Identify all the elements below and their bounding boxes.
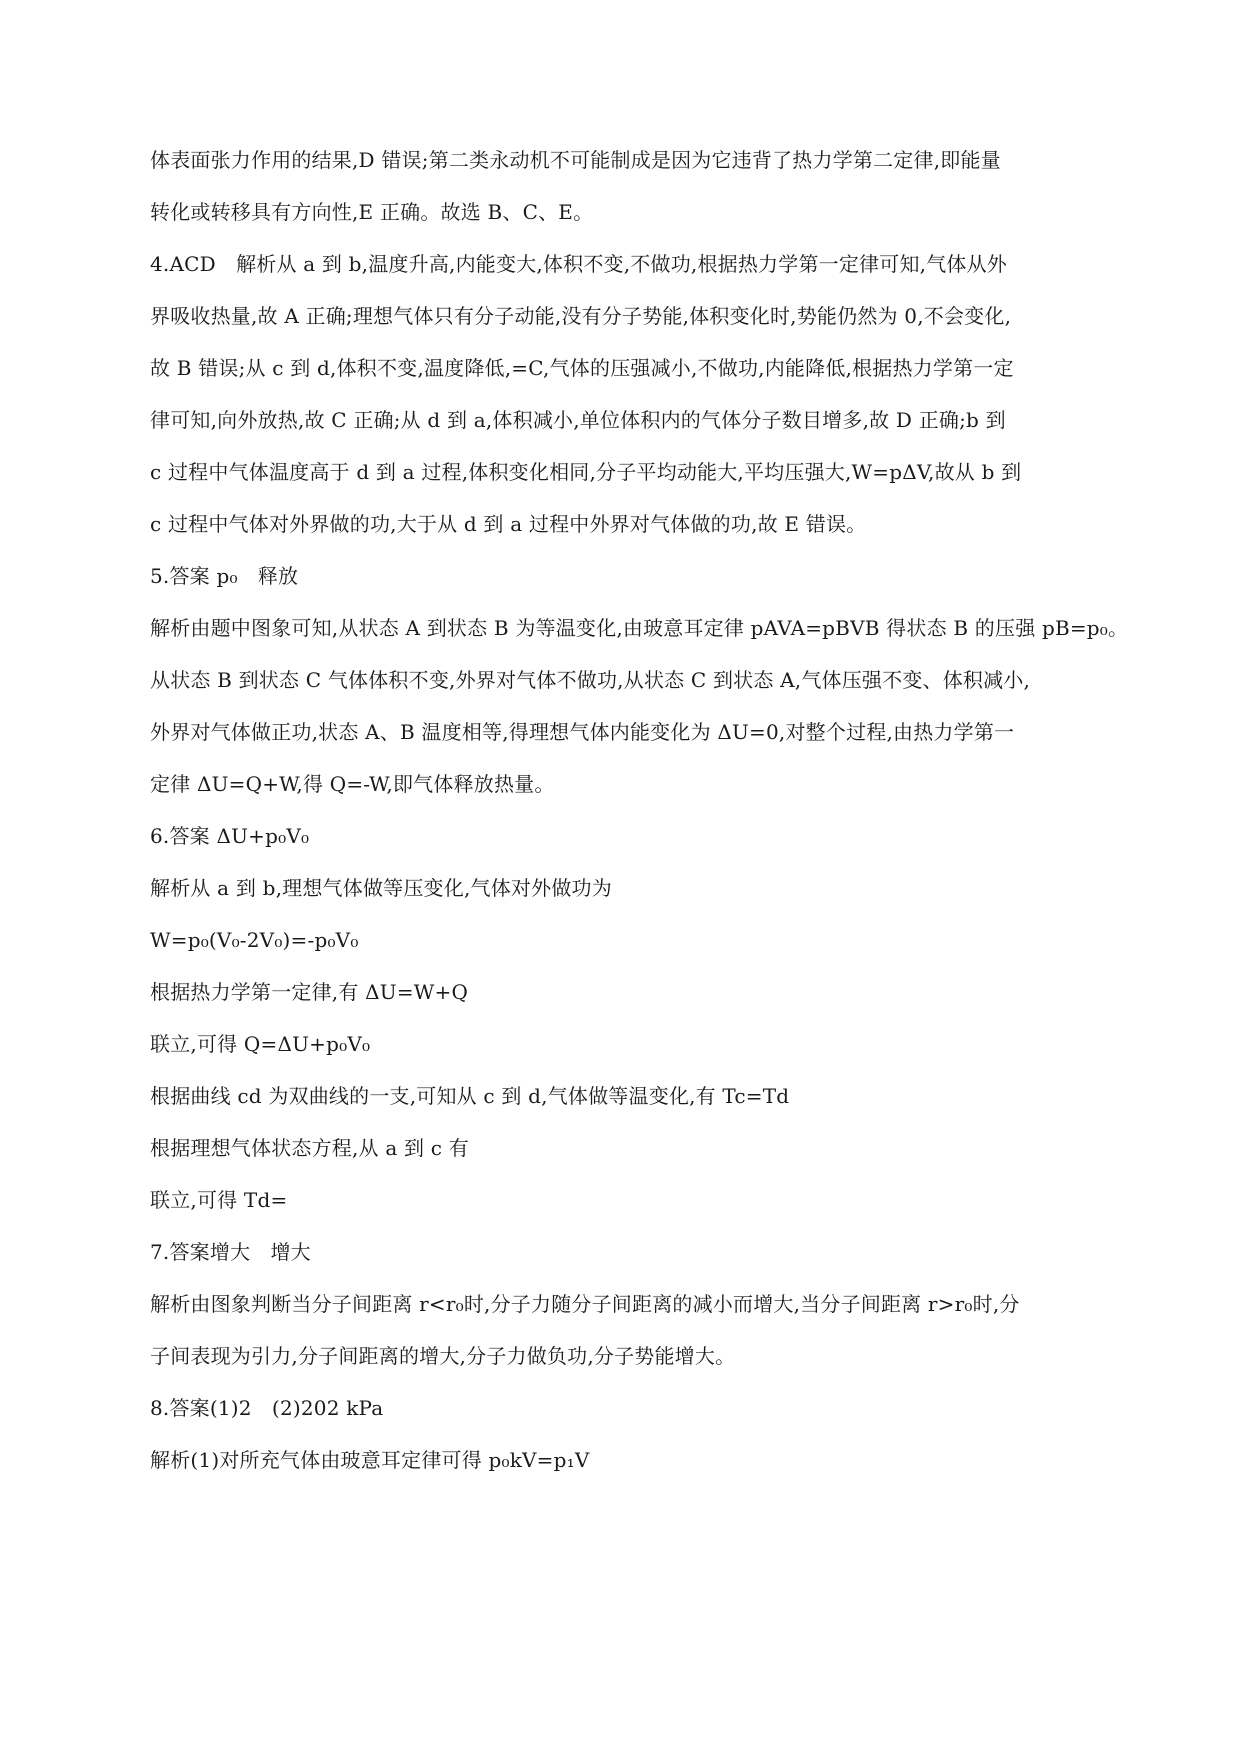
answer-heading: 7.答案增大 增大 (150, 1240, 311, 1264)
text-line: 子间表现为引力,分子间距离的增大,分子力做负功,分子势能增大。 (150, 1344, 736, 1368)
answer-heading: 8.答案(1)2 (2)202 kPa (150, 1396, 384, 1420)
text-line: 外界对气体做正功,状态 A、B 温度相等,得理想气体内能变化为 ΔU=0,对整个过程,由热力学第一 (150, 720, 1015, 744)
text-line: 界吸收热量,故 A 正确;理想气体只有分子动能,没有分子势能,体积变化时,势能仍然为 0,不会变化, (150, 304, 1012, 328)
text-line: 转化或转移具有方向性,E 正确。故选 B、C、E。 (150, 200, 594, 224)
text-line: 4.ACD 解析从 a 到 b,温度升高,内能变大,体积不变,不做功,根据热力学第一定律可知,气体从外 (150, 252, 1008, 276)
text-line: 体表面张力作用的结果,D 错误;第二类永动机不可能制成是因为它违背了热力学第二定律,即能量 (150, 148, 1001, 172)
text-line: 解析从 a 到 b,理想气体做等压变化,气体对外做功为 (150, 876, 612, 900)
text-line: c 过程中气体对外界做的功,大于从 d 到 a 过程中外界对气体做的功,故 E 错误。 (150, 512, 867, 536)
formula-line: W=p₀(V₀-2V₀)=-p₀V₀ (150, 928, 359, 952)
answer-heading: 6.答案 ΔU+p₀V₀ (150, 824, 310, 848)
text-line: c 过程中气体温度高于 d 到 a 过程,体积变化相同,分子平均动能大,平均压强大,W=pΔV,故从 b 到 (150, 460, 1022, 484)
text-line: 根据曲线 cd 为双曲线的一支,可知从 c 到 d,气体做等温变化,有 Tc=Td (150, 1084, 790, 1108)
text-line: 解析由题中图象可知,从状态 A 到状态 B 为等温变化,由玻意耳定律 pAVA=pBVB 得状态 B 的压强 pB=p₀。 (150, 616, 1129, 640)
text-line: 根据热力学第一定律,有 ΔU=W+Q (150, 980, 469, 1004)
text-line: 联立,可得 Td= (150, 1188, 288, 1212)
text-line: 故 B 错误;从 c 到 d,体积不变,温度降低,=C,气体的压强减小,不做功,内能降低,根据热力学第一定 (150, 356, 1014, 380)
text-line: 联立,可得 Q=ΔU+p₀V₀ (150, 1032, 371, 1056)
text-line: 解析(1)对所充气体由玻意耳定律可得 p₀kV=p₁V (150, 1448, 590, 1472)
text-line: 律可知,向外放热,故 C 正确;从 d 到 a,体积减小,单位体积内的气体分子数目增多,故 D 正确;b 到 (150, 408, 1006, 432)
text-line: 解析由图象判断当分子间距离 r<r₀时,分子力随分子间距离的减小而增大,当分子间距离 r>r₀时,分 (150, 1292, 1020, 1316)
text-line: 定律 ΔU=Q+W,得 Q=-W,即气体释放热量。 (150, 772, 555, 796)
text-line: 从状态 B 到状态 C 气体体积不变,外界对气体不做功,从状态 C 到状态 A,气体压强不变、体积减小, (150, 668, 1031, 692)
answer-heading: 5.答案 p₀ 释放 (150, 564, 299, 588)
text-line: 根据理想气体状态方程,从 a 到 c 有 (150, 1136, 469, 1160)
